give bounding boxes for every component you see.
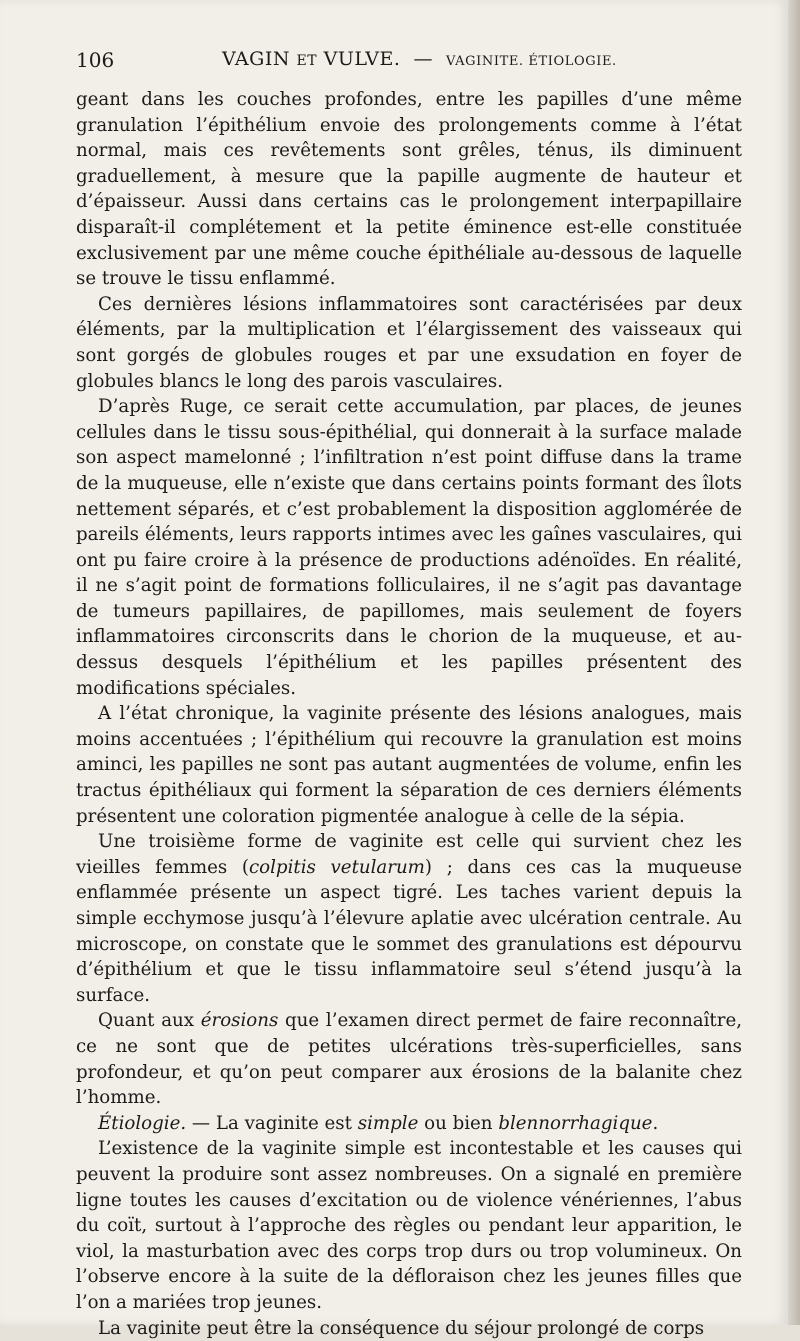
italic-text: colpitis vetularum	[249, 857, 425, 878]
italic-text: érosions	[201, 1010, 279, 1031]
paragraph-p3	[76, 394, 742, 701]
text-run: geant dans les couches profondes, entre les papilles d’une même granulation l’épithélium envoie des prolongements comme à l’état normal, mais ces revêtements sont grêles, ténus, ils diminuent graduellement, à mesure que la papille augmente de hauteur et d’épaisseur. Aussi dans certains cas le prolongement interpapillaire disparaît-il complétement et la petite éminence est-elle constituée exclusivement par une même couche épithéliale au-dessous de laquelle se trouve le tissu enflammé.	[76, 89, 742, 289]
text-run: Une troisième forme de vaginite est celle qui survient chez les vieilles femmes (	[76, 831, 742, 878]
section-title: VAGINITE. ÉTIOLOGIE.	[446, 54, 617, 69]
italic-text: blennorrhagique	[498, 1113, 652, 1134]
paragraph-p7	[76, 1111, 742, 1137]
page-number: 106	[76, 48, 114, 72]
title-et: ET	[297, 53, 318, 69]
text-run: A l’état chronique, la vaginite présente des lésions analogues, mais moins accentuées ; l’épithélium qui recouvre la granulation est moins aminci, les papilles ne sont pas autant augmentées de volume, enfin les tractus épithéliaux qui forment la séparation de ces derniers éléments présentent une coloration pigmentée analogue à celle de la sépia.	[76, 703, 742, 826]
italic-text: Étiologie.	[98, 1113, 186, 1134]
text-run: que l’examen direct permet de faire reconnaître, ce ne sont que de petites ulcérations très-superficielles, sans profondeur, et qu’on peut comparer aux érosions de la balanite chez l’homme.	[76, 1010, 742, 1108]
paragraph-p2	[76, 292, 742, 394]
running-title	[222, 48, 617, 70]
text-run: L’existence de la vaginite simple est incontestable et les causes qui peuvent la produire sont assez nombreuses. On a signalé en première ligne toutes les causes d’excitation ou de violence vénériennes, l’abus du coït, surtout à l’approche des règles ou pendant leur apparition, le viol, la masturbation avec des corps trop durs ou trop volumineux. On l’observe encore à la suite de la défloraison chez les jeunes filles que l’on a mariées trop jeunes.	[76, 1138, 742, 1313]
text-run: Ces dernières lésions inflammatoires sont caractérisées par deux éléments, par la multiplication et l’élargissement des vaisseaux qui sont gorgés de globules rouges et par une exsudation en foyer de globules blancs le long des parois vasculaires.	[76, 294, 742, 392]
running-head	[76, 46, 742, 76]
text-run: — La vaginite est	[186, 1113, 358, 1134]
text-run: La vaginite peut être la conséquence du séjour prolongé de corps	[98, 1318, 704, 1339]
page-edge	[788, 0, 800, 1325]
text-run: .	[652, 1113, 658, 1134]
text-run: Quant aux	[98, 1010, 201, 1031]
text-run: ) ; dans ces cas la muqueuse enflammée présente un aspect tigré. Les taches varient depuis la simple ecchymose jusqu’à l’élevure aplatie avec ulcération centrale. Au microscope, on constate que le sommet des granulations est dépourvu d’épithélium et que le tissu inflammatoire seul s’étend jusqu’à la surface.	[76, 857, 742, 1006]
title-vulve: VULVE.	[324, 48, 401, 70]
paragraph-p5	[76, 829, 742, 1008]
paragraph-p8	[76, 1136, 742, 1315]
text-run: D’après Ruge, ce serait cette accumulation, par places, de jeunes cellules dans le tissu sous-épithélial, qui donnerait à la surface malade son aspect mamelonné ; l’infiltration n’est point diffuse dans la trame de la muqueuse, elle n’existe que dans certains points formant des îlots nettement séparés, et c’est probablement la disposition agglomérée de pareils éléments, leurs rapports intimes avec les gaînes vasculaires, qui ont pu faire croire à la présence de productions adénoïdes. En réalité, il ne s’agit point de formations folliculaires, il ne s’agit pas davantage de tumeurs papillaires, de papillomes, mais seulement de foyers inflammatoires circonscrits dans le chorion de la muqueuse, et au-dessus desquels l’épithélium et les papilles présentent des modifications spéciales.	[76, 396, 742, 699]
title-vagin: VAGIN	[222, 48, 290, 70]
paragraph-p6	[76, 1008, 742, 1110]
paragraph-p4	[76, 701, 742, 829]
paragraph-p1	[76, 87, 742, 292]
italic-text: simple	[358, 1113, 419, 1134]
text-run: ou bien	[418, 1113, 498, 1134]
title-dash: —	[413, 48, 433, 70]
body-text	[76, 87, 742, 1341]
paragraph-p9	[76, 1316, 742, 1341]
